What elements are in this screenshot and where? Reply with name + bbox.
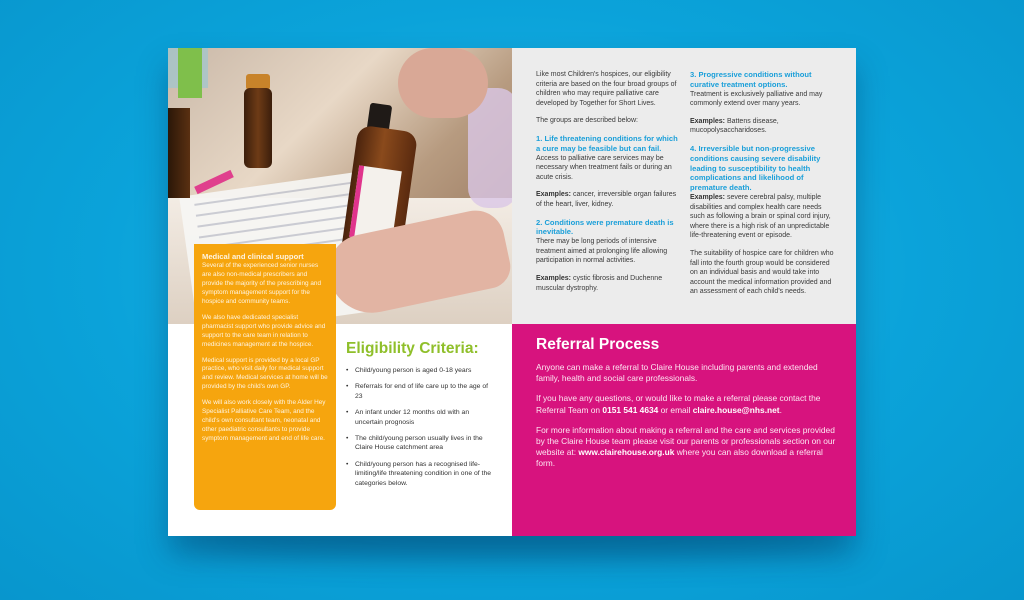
group-3-examples [690,117,836,136]
groups-intro: The groups are described below: [536,117,638,125]
group-1-examples-text: cancer, irreversible organ failures of the heart, liver, kidney. [536,191,677,208]
medical-paragraph: Several of the experienced senior nurses are also non-medical prescribers and provide the majority of the prescribing and symptom management support for the hospice and community teams. [202,262,322,306]
medical-paragraph: We also have dedicated specialist pharmacist support who provide advice and support to the care team in relation to medicines management at the hospice. [202,313,326,348]
referral-p3-pre: For more information about making a referral and the care and services provided by the Claire House team please visit our parents or professionals section on our website at: [536,424,836,458]
referral-p3 [536,425,836,470]
eligibility-item: • The child/young person usually lives in the Claire House catchment area [346,434,496,453]
eligibility-item: • Referrals for end of life care up to the age of 23 [346,382,496,401]
eligibility-item: • Child/young person is aged 0-18 years [346,366,496,375]
referral-p2-pre: If you have any questions, or would like to make a referral please contact the Referral Team on [536,393,821,415]
group-3-examples-text: Battens disease, mucopolysaccharidoses. [690,117,779,135]
referral-p1: Anyone can make a referral to Claire House including parents and extended family, health and social care professionals. [536,362,818,384]
medical-paragraph: We will also work closely with the Alder Hey Specialist Palliative Care Team, and the child's own consultant team, neonatal and other paediatric consultants to provide symptom management and end of life care. [202,399,326,442]
group-1-examples [536,190,682,209]
referral-panel [512,324,856,536]
referral-email: claire.house@nhs.net [692,404,780,415]
group-4-examples [690,193,836,241]
referral-website: www.clairehouse.org.uk [578,447,675,458]
eligibility-list [346,366,496,495]
group-3-text: Treatment is exclusively palliative and may commonly extend over many years. [690,90,823,108]
group-4-examples-label: Examples: [690,193,726,201]
referral-body [536,362,836,479]
photo-green-container [178,48,202,98]
group-2-examples [536,274,682,293]
photo-bottle-left [168,108,190,198]
eligibility-item: • Child/young person has a recognised life-limiting/life threatening condition in one of the categories below. [346,460,496,488]
group-1-heading: 1. Life threatening conditions for which a cure may be feasible but can fail. [536,133,678,153]
photo-hand-top [398,48,488,118]
medical-support-box [194,244,336,510]
referral-p2-end: . [779,404,782,415]
groups-column-left [536,70,682,301]
group-1-text: Access to palliative care services may be necessary when treatment fails or during an acute crisis. [536,154,672,181]
group-3-examples-label: Examples: [690,117,726,125]
medical-paragraph: Medical support is provided by a local GP practice, who visit daily for medical support and review. Medical services at home will be provided by the child's own GP. [202,356,328,391]
group-4-heading: 4. Irreversible but non-progressive conditions causing severe disability leading to susceptibility to health complications and likelihood of premature death. [690,143,821,193]
suitability-text: The suitability of hospice care for children who fall into the fourth group would be considered on an individual basis and would take into account the medical information provided and an assessment of each child's needs. [690,249,834,296]
referral-p2-mid: or email [658,404,693,415]
group-2-text: There may be long periods of intensive treatment aimed at prolonging life allowing participation in normal activities. [536,238,668,265]
group-2-examples-label: Examples: [536,274,572,282]
referral-p3-end: where you can also download a referral form. [536,447,823,469]
group-2-examples-text: cystic fibrosis and Duchenne muscular dystrophy. [536,274,663,292]
eligibility-groups-panel [512,48,856,324]
groups-column-right [690,70,836,305]
brochure-spread [168,48,856,536]
group-3-heading: 3. Progressive conditions without curative treatment options. [690,70,812,89]
eligibility-title: Eligibility Criteria: [346,340,479,357]
referral-title: Referral Process [536,336,660,353]
referral-phone: 0151 541 4634 [602,404,659,415]
medical-support-title: Medical and clinical support [202,252,304,261]
referral-p2 [536,393,836,415]
group-4-examples-text: severe cerebral palsy, multiple disabilities and complex health care needs such as following a brain or spinal cord injury, where there is a high risk of an unpredictable life-threatening event or episode. [690,193,831,240]
intro-text: Like most Children's hospices, our eligibility criteria are based on the four broad groups of children who may require palliative care developed by Together for Short Lives. [536,71,677,107]
photo-bottle-back [244,88,272,168]
group-1-examples-label: Examples: [536,191,572,199]
group-2-heading: 2. Conditions were premature death is inevitable. [536,217,674,237]
eligibility-item: • An infant under 12 months old with an uncertain prognosis [346,408,496,427]
